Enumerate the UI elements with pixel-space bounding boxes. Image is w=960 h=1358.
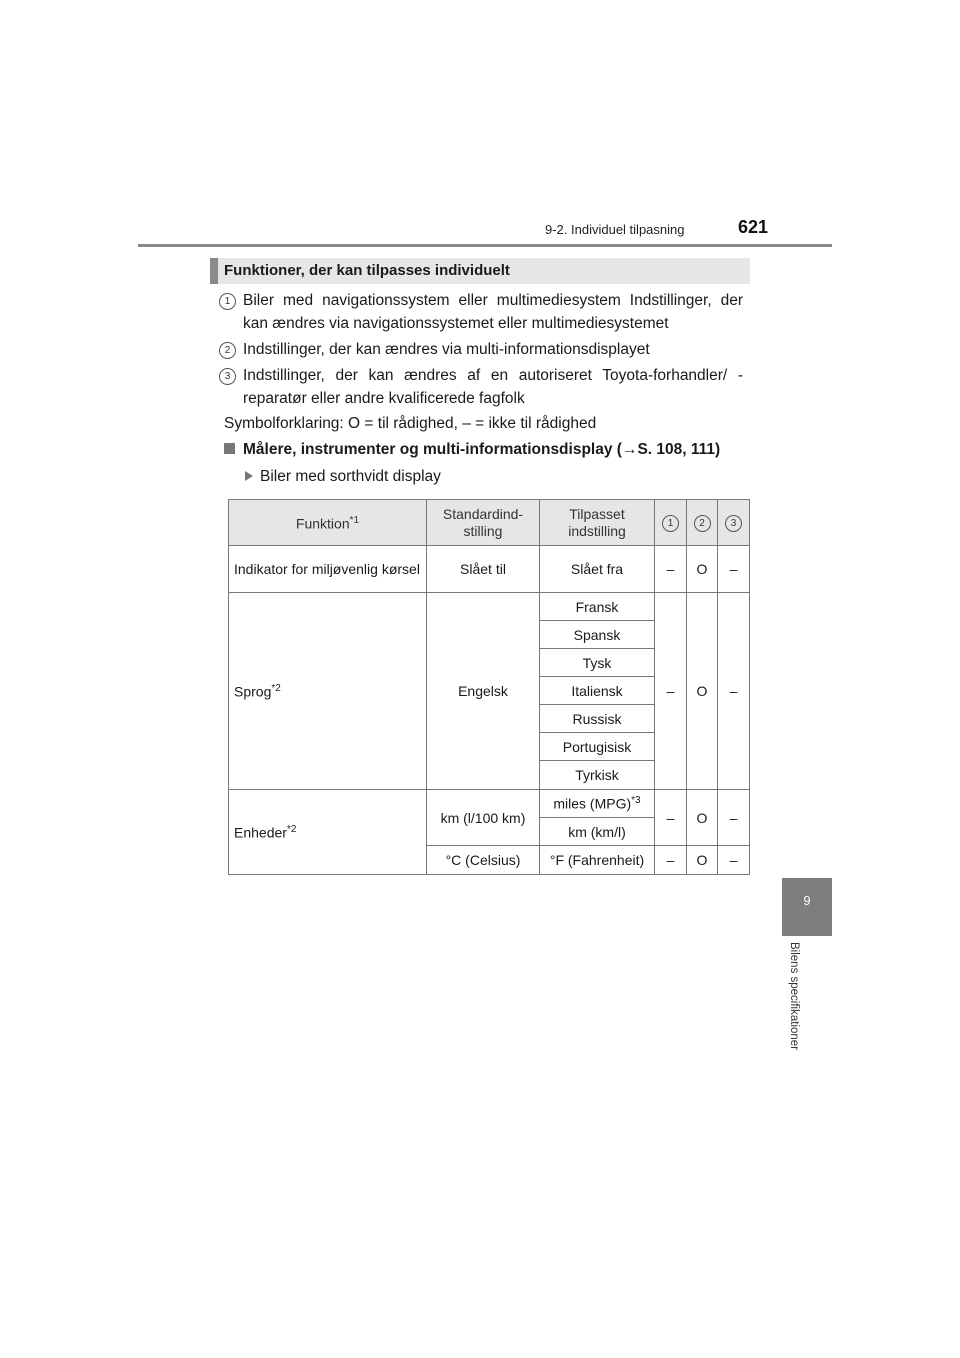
triangle-bullet-icon — [245, 471, 253, 481]
table-header-row — [229, 500, 750, 546]
number-circle: 3 — [725, 515, 742, 532]
cell-col-2: O — [687, 790, 718, 846]
cell-option: Portugisisk — [540, 733, 655, 761]
cell-option: Spansk — [540, 621, 655, 649]
cell-option: °F (Fahrenheit) — [540, 846, 655, 875]
cell-col-2: O — [687, 593, 718, 790]
chapter-side-label-text: Bilens specifikationer — [788, 942, 800, 1051]
number-circle: 2 — [694, 515, 711, 532]
cell-option: miles (MPG)$^{*3}$ — [540, 790, 655, 818]
cell-col-3: – — [718, 546, 750, 593]
cell-col-3: – — [718, 846, 750, 875]
cell-option: Russisk — [540, 705, 655, 733]
page-number: 621 — [738, 217, 769, 237]
cell-standard: Slået til — [427, 546, 540, 593]
chapter-side-label — [786, 942, 800, 1082]
number-circle: 1 — [662, 515, 679, 532]
cell-option: Tyrkisk — [540, 761, 655, 790]
table-row — [229, 790, 750, 818]
header-divider — [138, 244, 832, 247]
item-number-circle: 3 — [219, 368, 236, 385]
cell-col-1: – — [655, 790, 687, 846]
header-tilpasset: Tilpasset indstilling — [540, 500, 655, 546]
cell-col-1: – — [655, 846, 687, 875]
item-text: Indstillinger, der kan ændres via multi-informationsdisplayet — [243, 341, 650, 358]
cell-col-1: – — [655, 593, 687, 790]
item-text: Biler med navigationssystem eller multimediesystem Indstillinger, der kan ændres via navigationssystemet eller multimediesystemet — [243, 292, 743, 332]
table-row — [229, 546, 750, 593]
cell-standard: Engelsk — [427, 593, 540, 790]
cell-col-3: – — [718, 593, 750, 790]
item-text: Indstillinger, der kan ændres af en autoriseret Toyota-forhandler/ -reparatør eller andre kvalificerede fagfolk — [243, 367, 743, 407]
section-title: Funktioner, der kan tilpasses individuelt — [224, 262, 510, 279]
table-row — [229, 593, 750, 621]
subsubsection-heading: Biler med sorthvidt display — [260, 468, 441, 485]
item-number-circle: 1 — [219, 293, 236, 310]
cell-option: km (km/l) — [540, 818, 655, 846]
cell-option: Tysk — [540, 649, 655, 677]
cell-col-2: O — [687, 846, 718, 875]
cell-standard: °C (Celsius) — [427, 846, 540, 875]
subsection-heading: Målere, instrumenter og multi-informationsdisplay (→S. 108, 111) — [243, 441, 721, 458]
cell-tilpasset: Slået fra — [540, 546, 655, 593]
cell-col-1: – — [655, 546, 687, 593]
cell-col-3: – — [718, 790, 750, 846]
item-number-circle: 2 — [219, 342, 236, 359]
cell-funktion: Enheder$^{*2}$ — [229, 790, 427, 875]
header-col-1 — [655, 500, 687, 546]
chapter-tab-number: 9 — [803, 893, 811, 908]
cell-funktion: Sprog$^{*2}$ — [229, 593, 427, 790]
cell-option: Italiensk — [540, 677, 655, 705]
header-funktion: Funktion$^{*1}$ — [229, 500, 427, 546]
symbol-legend: Symbolforklaring: O = til rådighed, – = ikke til rådighed — [224, 415, 597, 432]
header-section-title: 9-2. Individuel tilpasning — [545, 222, 685, 237]
header-col-3 — [718, 500, 750, 546]
cell-option: Fransk — [540, 593, 655, 621]
cell-standard: km (l/100 km) — [427, 790, 540, 846]
square-bullet-icon — [224, 443, 235, 454]
header-standard: Standardind- stilling — [427, 500, 540, 546]
cell-col-2: O — [687, 546, 718, 593]
header-col-2 — [687, 500, 718, 546]
settings-table — [228, 499, 750, 875]
cell-funktion: Indikator for miljøvenlig kørsel — [229, 546, 427, 593]
